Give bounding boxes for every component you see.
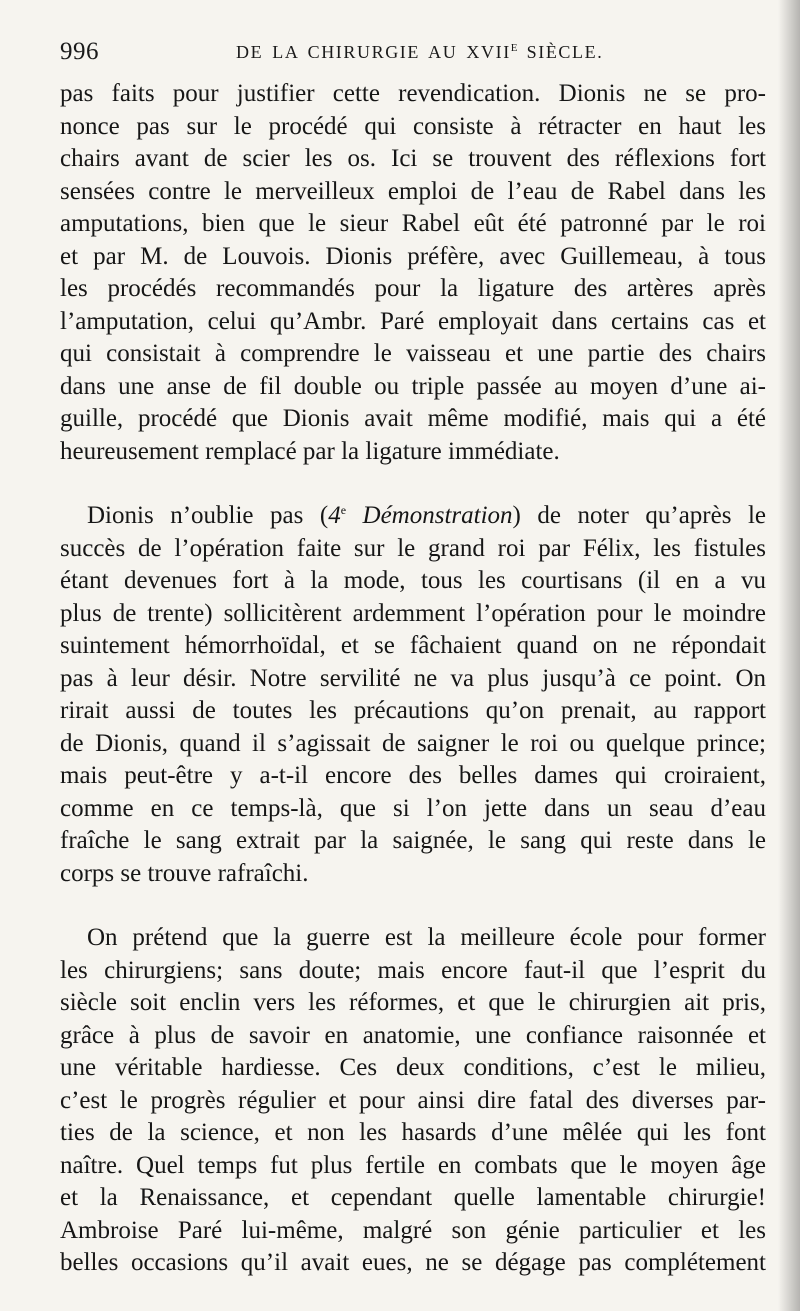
page-number: 996 bbox=[60, 38, 99, 65]
text-line: belles occasions qu’il avait eues, ne se dégage pas complétement bbox=[60, 1249, 766, 1276]
text-line: guille, procédé que Dionis avait même modifié, mais qui a été bbox=[60, 405, 766, 432]
ordinal-number: 4 bbox=[328, 502, 341, 529]
running-title-text: DE LA CHIRURGIE AU XVII bbox=[236, 42, 511, 62]
text-line: une véritable hardiesse. Ces deux conditions, c’est le milieu, bbox=[60, 1054, 766, 1081]
text-line: plus de trente) sollicitèrent ardemment l’opération pour le moindre bbox=[60, 599, 766, 627]
text-line: les procédés recommandés pour la ligature des artères après bbox=[60, 275, 766, 302]
text-line: siècle soit enclin vers les réformes, et que le chirurgien ait pris, bbox=[60, 989, 766, 1016]
text-line-first bbox=[60, 500, 766, 533]
text-line: qui consistait à comprendre le vaisseau et une partie des chairs bbox=[60, 340, 766, 367]
paragraph-1 bbox=[60, 78, 766, 468]
text-line: grâce à plus de savoir en anatomie, une confiance raisonnée et bbox=[60, 1021, 766, 1049]
italic-title: Démonstration bbox=[362, 502, 513, 529]
text-line: On prétend que la guerre est la meilleure école pour former bbox=[87, 924, 766, 951]
text-line: rirait aussi de toutes les précautions qu’on prenait, au rapport bbox=[60, 697, 766, 724]
running-title-suffix: SIÈCLE. bbox=[517, 42, 604, 62]
body-text bbox=[60, 78, 766, 1280]
ordinal-superscript: e bbox=[340, 503, 347, 517]
running-title bbox=[236, 42, 603, 63]
text-line: sensées contre le merveilleux emploi de l’eau de Rabel dans les bbox=[60, 177, 766, 205]
text-line: les chirurgiens; sans doute; mais encore faut-il que l’esprit du bbox=[60, 956, 766, 984]
running-title-superscript: E bbox=[510, 42, 518, 54]
text-line: corps se trouve rafraîchi. bbox=[60, 859, 309, 887]
text-line: naître. Quel temps fut plus fertile en combats que le moyen âge bbox=[60, 1151, 766, 1179]
text-line: comme en ce temps-là, que si l’on jette dans un seau d’eau bbox=[60, 794, 766, 822]
text-line: ties de la science, et non les hasards d’une mêlée qui les font bbox=[60, 1119, 766, 1146]
text-line: pas faits pour justifier cette revendication. Dionis ne se pro- bbox=[60, 80, 766, 107]
text-line: succès de l’opération faite sur le grand roi par Félix, les fistules bbox=[60, 534, 766, 562]
paragraph-gap bbox=[60, 468, 766, 500]
text-line: amputations, bien que le sieur Rabel eût été patronné par le roi bbox=[60, 210, 766, 237]
text-line: suintement hémorrhoïdal, et se fâchaient quand on ne répondait bbox=[60, 632, 766, 659]
text-line: étant devenues fort à la mode, tous les courtisans (il en a vu bbox=[60, 567, 766, 594]
text-line: pas à leur désir. Notre servilité ne va plus jusqu’à ce point. On bbox=[60, 664, 766, 692]
text-line: et la Renaissance, et cependant quelle lamentable chirurgie! bbox=[60, 1184, 766, 1211]
text-line: Ambroise Paré lui-même, malgré son génie particulier et les bbox=[60, 1216, 766, 1244]
text-line: mais peut-être y a-t-il encore des belles dames qui croiraient, bbox=[60, 762, 766, 789]
text-line: et par M. de Louvois. Dionis préfère, avec Guillemeau, à tous bbox=[60, 242, 766, 270]
text-line: l’amputation, celui qu’Ambr. Paré employait dans certains cas et bbox=[60, 307, 766, 335]
text-segment: Dionis n’oublie pas ( bbox=[87, 502, 329, 529]
paragraph-2 bbox=[60, 500, 766, 890]
text-line: dans une anse de fil double ou triple passée au moyen d’une ai- bbox=[60, 372, 766, 400]
running-head bbox=[60, 38, 766, 68]
text-line: c’est le progrès régulier et pour ainsi dire fatal des diverses par- bbox=[60, 1086, 766, 1114]
text-line: nonce pas sur le procédé qui consiste à rétracter en haut les bbox=[60, 112, 766, 140]
text-line: chairs avant de scier les os. Ici se trouvent des réflexions fort bbox=[60, 145, 766, 172]
text-line: de Dionis, quand il s’agissait de saigner le roi ou quelque prince; bbox=[60, 729, 766, 757]
text-segment: ) de noter qu’après le bbox=[512, 502, 766, 529]
paragraph-3 bbox=[60, 922, 766, 1280]
paragraph-gap bbox=[60, 890, 766, 922]
text-line: heureusement remplacé par la ligature immédiate. bbox=[60, 437, 560, 465]
text-line: fraîche le sang extrait par la saignée, le sang qui reste dans le bbox=[60, 827, 766, 854]
